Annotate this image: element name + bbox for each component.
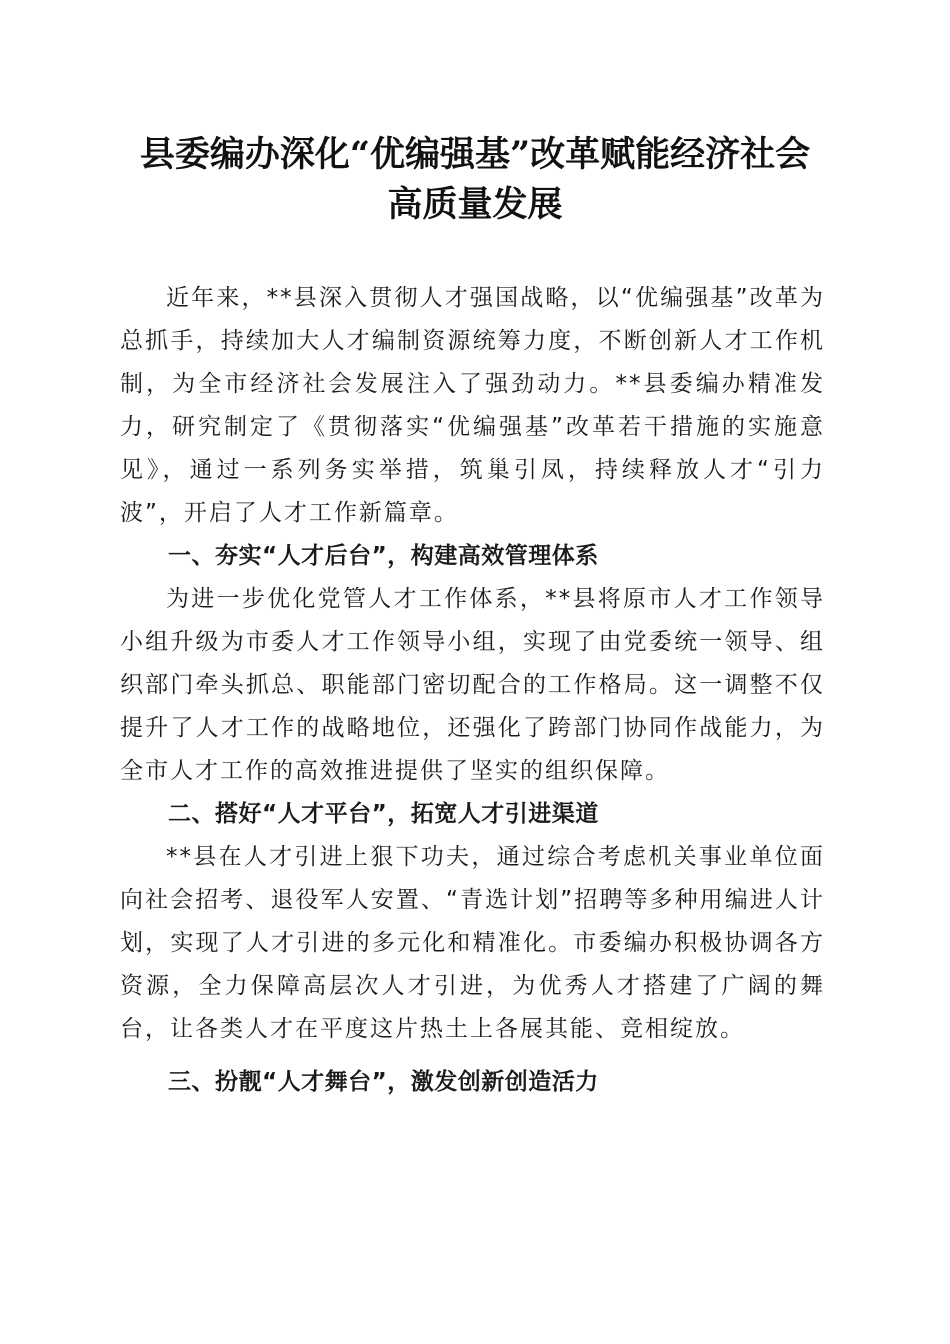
section-heading-3: 三、扮靓“人才舞台”，激发创新创造活力 — [168, 1069, 599, 1095]
section-heading-2: 二、搭好“人才平台”，拓宽人才引进渠道 — [168, 801, 599, 827]
document-body — [120, 277, 825, 1104]
document-title — [60, 130, 890, 230]
title-line-2: 高质量发展 — [387, 184, 563, 225]
intro-paragraph: 近年来，**县深入贯彻人才强国战略，以“优编强基”改革为总抓手，持续加大人才编制资源统筹力度，不断创新人才工作机制，为全市经济社会发展注入了强劲动力。**县委编办精准发力，研究制定了《贯彻落实“优编强基”改革若干措施的实施意见》，通过一系列务实举措，筑巢引凤，持续释放人才“引力波”，开启了人才工作新篇章。 — [120, 285, 825, 526]
title-line-1: 县委编办深化“优编强基”改革赋能经济社会 — [139, 134, 811, 175]
section-2-paragraph: **县在人才引进上狠下功夫，通过综合考虑机关事业单位面向社会招考、退役军人安置、“青选计划”招聘等多种用编进人计划，实现了人才引进的多元化和精准化。市委编办积极协调各方资源，全力保障高层次人才引进，为优秀人才搭建了广阔的舞台，让各类人才在平度这片热土上各展其能、竞相绽放。 — [120, 844, 825, 1042]
section-1-paragraph: 为进一步优化党管人才工作体系，**县将原市人才工作领导小组升级为市委人才工作领导小组，实现了由党委统一领导、组织部门牵头抓总、职能部门密切配合的工作格局。这一调整不仅提升了人才工作的战略地位，还强化了跨部门协同作战能力，为全市人才工作的高效推进提供了坚实的组织保障。 — [120, 586, 825, 784]
section-heading-1: 一、夯实“人才后台”，构建高效管理体系 — [168, 543, 599, 569]
